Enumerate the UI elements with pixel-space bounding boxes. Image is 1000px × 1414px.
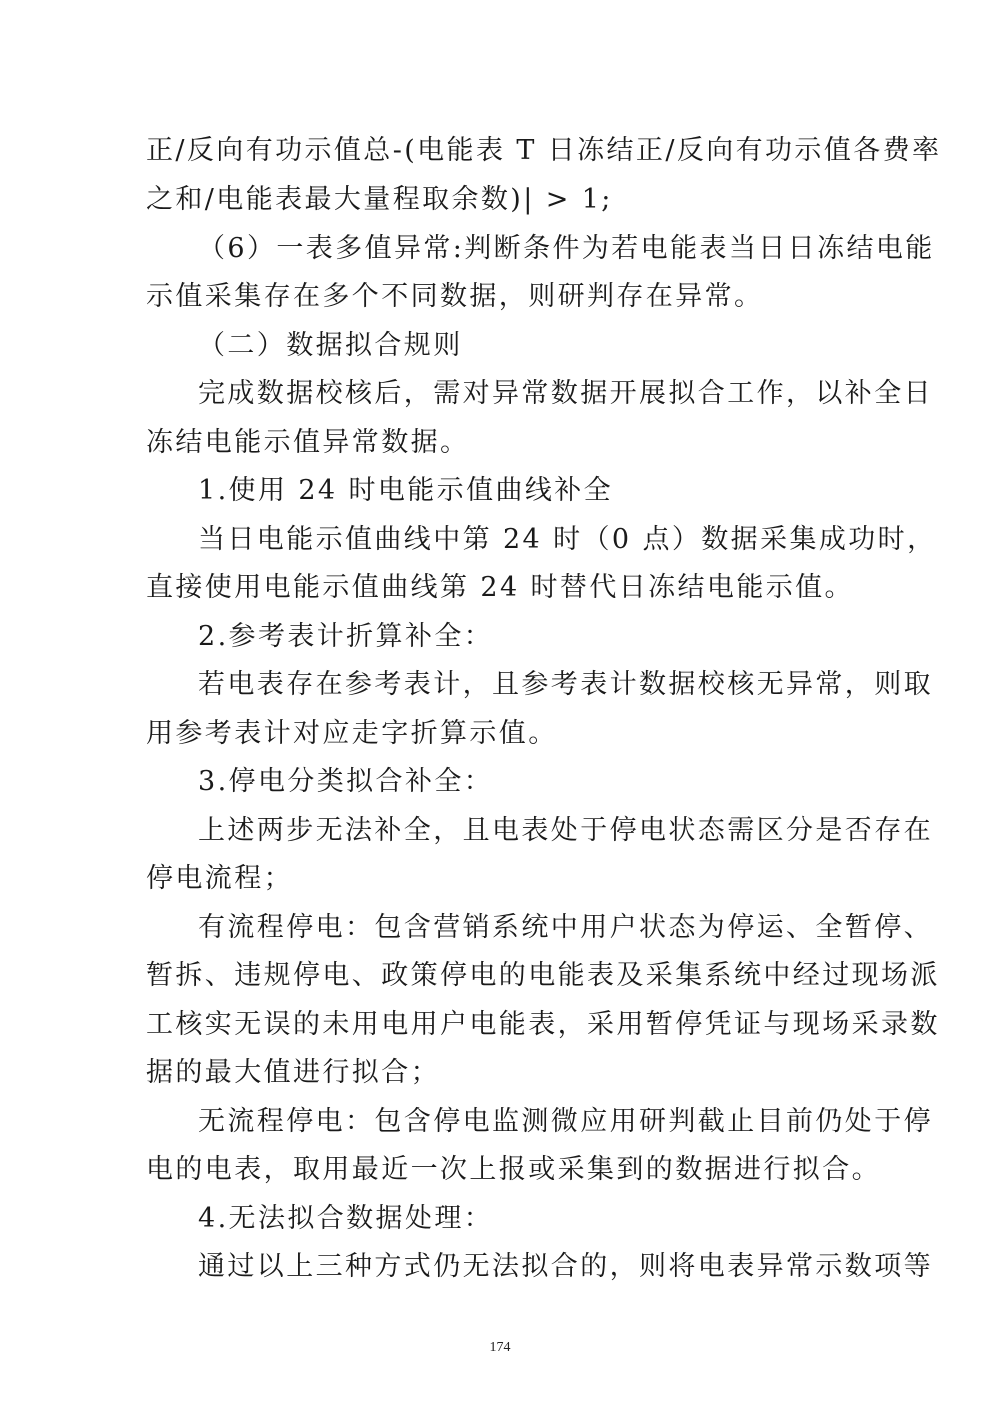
- text-line: 当日电能示值曲线中第 24 时（0 点）数据采集成功时，: [198, 524, 937, 555]
- text-line: （6）一表多值异常:判断条件为若电能表当日日冻结电能: [198, 233, 935, 264]
- text-line: 上述两步无法补全，且电表处于停电状态需区分是否存在: [198, 815, 933, 846]
- text-line: 冻结电能示值异常数据。: [146, 427, 470, 458]
- text-line: 无流程停电：包含停电监测微应用研判截止目前仍处于停: [198, 1106, 933, 1137]
- text-line: 完成数据校核后，需对异常数据开展拟合工作，以补全日: [198, 378, 933, 409]
- text-line: 通过以上三种方式仍无法拟合的，则将电表异常示数项等: [198, 1251, 933, 1282]
- page-number: 174: [489, 1340, 511, 1355]
- text-line: 直接使用电能示值曲线第 24 时替代日冻结电能示值。: [146, 572, 854, 603]
- subsection-heading: 1.使用 24 时电能示值曲线补全: [198, 475, 614, 506]
- section-heading: （二）数据拟合规则: [198, 330, 463, 361]
- subsection-heading: 3.停电分类拟合补全：: [198, 766, 494, 797]
- text-line: 电的电表，取用最近一次上报或采集到的数据进行拟合。: [146, 1154, 881, 1185]
- text-line: 之和/电能表最大量程取余数)| > 1;: [146, 184, 613, 215]
- text-line: 工核实无误的未用电用户电能表，采用暂停凭证与现场采录数: [146, 1009, 940, 1040]
- text-line: 正/反向有功示值总-(电能表 T 日冻结正/反向有功示值各费率: [146, 135, 942, 166]
- text-line: 据的最大值进行拟合；: [146, 1057, 440, 1088]
- text-line: 暂拆、违规停电、政策停电的电能表及采集系统中经过现场派: [146, 960, 940, 991]
- subsection-heading: 4.无法拟合数据处理：: [198, 1203, 494, 1234]
- text-line: 有流程停电：包含营销系统中用户状态为停运、全暂停、: [198, 912, 933, 943]
- text-line: 用参考表计对应走字折算示值。: [146, 718, 558, 749]
- subsection-heading: 2.参考表计折算补全：: [198, 621, 494, 652]
- text-line: 示值采集存在多个不同数据，则研判存在异常。: [146, 281, 764, 312]
- text-line: 停电流程；: [146, 863, 293, 894]
- text-line: 若电表存在参考表计，且参考表计数据校核无异常，则取: [198, 669, 933, 700]
